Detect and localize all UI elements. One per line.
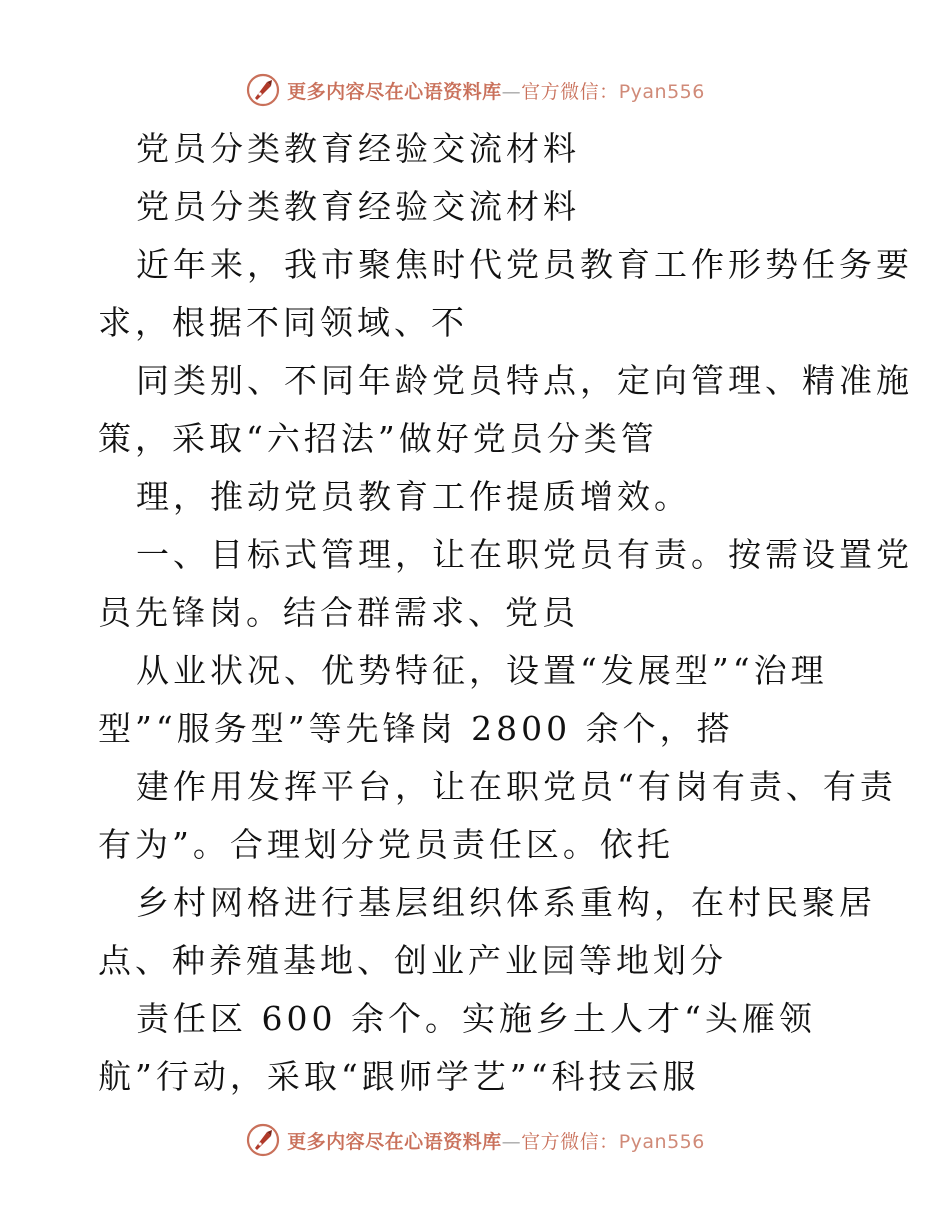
paragraph-line: 近年来，我市聚焦时代党员教育工作形势任务要 [136,245,913,284]
watermark-wechat-id: Pyan556 [618,1130,705,1153]
watermark-footer [0,1120,950,1160]
paragraph-line: 同类别、不同年龄党员特点，定向管理、精准施 [136,361,913,400]
paragraph-line: 航”行动，采取“跟师学艺”“科技云服 [98,1057,700,1096]
watermark-main-text: 更多内容尽在心语资料库 [287,1130,502,1153]
section-heading-line: 一、目标式管理，让在职党员有责。按需设置党 [136,535,913,574]
pen-nib-logo-icon [245,1122,281,1158]
paragraph-line: 员先锋岗。结合群需求、党员 [98,593,579,632]
watermark-header [0,70,950,110]
watermark-main-text: 更多内容尽在心语资料库 [287,80,502,103]
paragraph-line: 型”“服务型”等先锋岗 2800 余个，搭 [98,709,734,748]
watermark-dash: — [501,1130,522,1153]
document-title-repeat: 党员分类教育经验交流材料 [136,187,580,226]
paragraph-line: 策，采取“六招法”做好党员分类管 [98,419,658,458]
paragraph-line: 乡村网格进行基层组织体系重构，在村民聚居 [136,883,876,922]
paragraph-line: 理，推动党员教育工作提质增效。 [136,477,691,516]
paragraph-line: 责任区 600 余个。实施乡土人才“头雁领 [136,999,816,1038]
paragraph-line: 点、种养殖基地、创业产业园等地划分 [98,941,727,980]
watermark-sub-text: 官方微信： [521,1130,619,1153]
paragraph-line: 有为”。合理划分党员责任区。依托 [98,825,674,864]
document-title: 党员分类教育经验交流材料 [136,129,580,168]
paragraph-line: 从业状况、优势特征，设置“发展型”“治理 [136,651,828,690]
pen-nib-logo-icon [245,72,281,108]
paragraph-line: 建作用发挥平台，让在职党员“有岗有责、有责 [136,767,897,806]
watermark-dash: — [501,80,522,103]
watermark-wechat-id: Pyan556 [618,80,705,103]
paragraph-line: 求，根据不同领域、不 [98,303,468,342]
watermark-sub-text: 官方微信： [521,80,619,103]
